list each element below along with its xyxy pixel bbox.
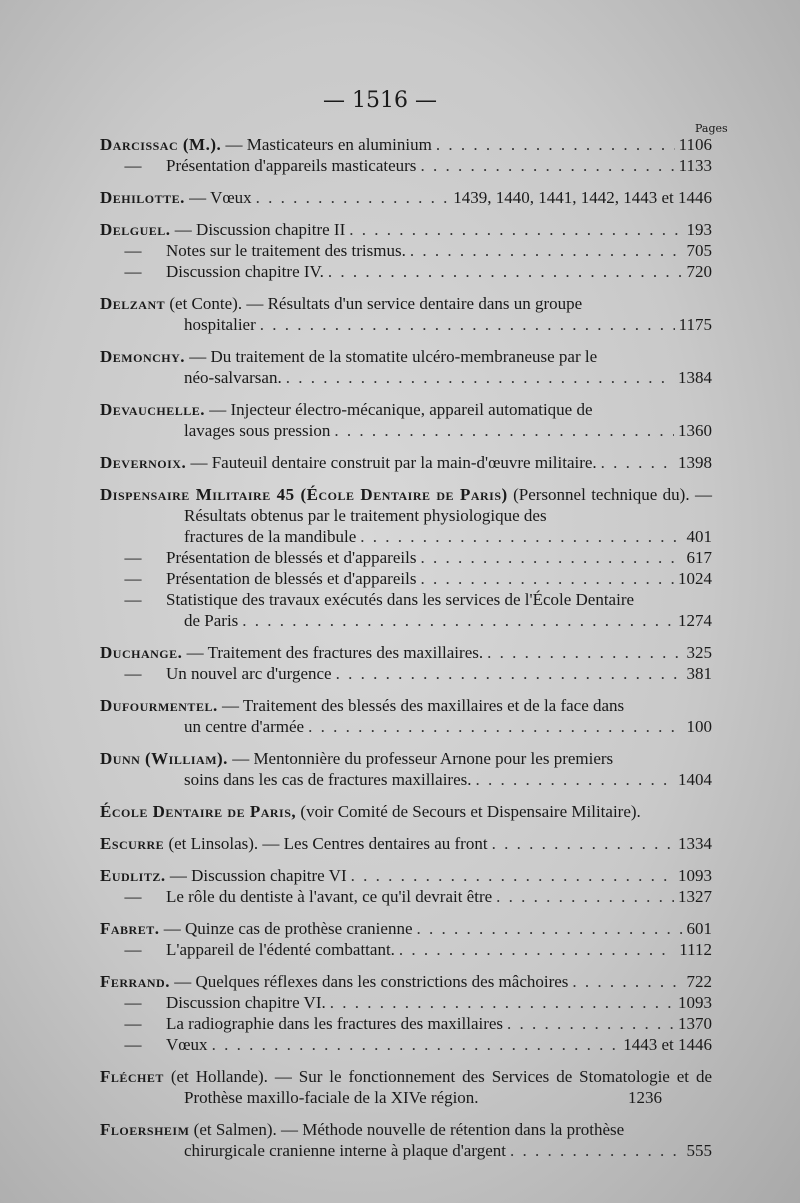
dot-leader xyxy=(420,155,674,176)
entry-line xyxy=(100,420,712,441)
ditto-dash: — xyxy=(124,262,142,281)
ditto-dash: — xyxy=(124,156,142,175)
page-ref: 401 xyxy=(686,527,712,546)
entry-title: Notes sur le traitement des trismus. xyxy=(166,241,406,260)
entry-title: Le rôle du dentiste à l'avant, ce qu'il devrait être xyxy=(166,887,493,906)
entry-line xyxy=(100,1013,712,1034)
ditto-dash: — xyxy=(124,993,142,1012)
entry-title-continued: un centre d'armée xyxy=(184,717,305,736)
author-name: Demonchy. xyxy=(100,347,186,366)
index-entry xyxy=(100,865,712,907)
entry-line xyxy=(100,134,712,155)
index-entry xyxy=(100,187,712,208)
page-ref: 1384 xyxy=(678,368,712,387)
index-entry xyxy=(100,219,712,282)
entry-line xyxy=(100,1140,712,1161)
entry-title: (et Salmen). — Méthode nouvelle de rétention dans la prothèse xyxy=(193,1120,625,1139)
page-ref: 325 xyxy=(686,643,712,662)
author-name: Duchange. xyxy=(100,643,183,662)
entry-line xyxy=(100,219,712,240)
dot-leader xyxy=(601,452,674,473)
dot-leader xyxy=(334,420,674,441)
dot-leader xyxy=(416,918,682,939)
entry-title: Discussion chapitre IV. xyxy=(166,262,324,281)
dot-leader xyxy=(420,547,682,568)
page-ref: 193 xyxy=(686,220,712,239)
author-name: Floersheim xyxy=(100,1120,190,1139)
index-entry xyxy=(100,642,712,684)
author-name: Delzant xyxy=(100,294,166,313)
entry-title: Vœux xyxy=(166,1035,208,1054)
ditto-dash: — xyxy=(124,548,142,567)
ditto-dash: — xyxy=(124,664,142,683)
entry-title: — Vœux xyxy=(189,188,252,207)
entry-paragraph xyxy=(100,293,712,314)
entry-title-continued: chirurgicale cranienne interne à plaque d'argent xyxy=(184,1141,506,1160)
page-ref: 1024 xyxy=(678,569,712,588)
dot-leader xyxy=(420,568,674,589)
entry-line xyxy=(100,918,712,939)
index-entry xyxy=(100,695,712,737)
entry-title: — Mentonnière du professeur Arnone pour les premiers xyxy=(232,749,614,768)
entry-paragraph: Fléchet (et Hollande). — Sur le fonctionnement des Services de Stomatologie et de Prothèse maxillo-faciale de la XIVe région. 1236 xyxy=(100,1067,713,1107)
entry-line xyxy=(100,833,712,854)
page-ref: 1112 xyxy=(679,940,712,959)
page-number: — 1516 — xyxy=(323,88,437,113)
entry-line xyxy=(100,992,712,1013)
index-entry xyxy=(100,748,712,790)
entry-title: — Quinze cas de prothèse cranienne xyxy=(163,919,413,938)
dot-leader xyxy=(487,642,682,663)
entry-line xyxy=(100,886,712,907)
ditto-dash: — xyxy=(124,940,142,959)
author-name: Dufourmentel. xyxy=(100,696,218,715)
ditto-dash: — xyxy=(124,1014,142,1033)
entry-title-continued: néo-salvarsan. xyxy=(184,368,282,387)
entry-line xyxy=(100,367,712,388)
entry-paragraph xyxy=(100,695,712,716)
page-ref: 1106 xyxy=(678,135,712,154)
author-name: Devernoix. xyxy=(100,453,187,472)
page-ref: 617 xyxy=(686,548,712,567)
dot-leader xyxy=(410,240,683,261)
pages-column-label: Pages xyxy=(695,122,728,135)
entry-title-continued: de Paris xyxy=(184,611,239,630)
author-name: École Dentaire de Paris, xyxy=(100,802,297,821)
entry-line xyxy=(100,314,712,335)
entry-title: — Discussion chapitre II xyxy=(174,220,346,239)
entry-line xyxy=(100,547,712,568)
dot-leader xyxy=(330,992,674,1013)
entry-line xyxy=(100,568,712,589)
entry-paragraph xyxy=(100,346,712,367)
dot-leader xyxy=(572,971,682,992)
page-ref: 601 xyxy=(686,919,712,938)
page-ref: 720 xyxy=(686,262,712,281)
index-entry xyxy=(100,801,712,822)
author-name: Escurre xyxy=(100,834,165,853)
author-name: Darcissac (M.). xyxy=(100,135,222,154)
dot-leader xyxy=(436,134,675,155)
page-ref: 100 xyxy=(686,717,712,736)
dot-leader xyxy=(256,187,450,208)
entry-line xyxy=(100,261,712,282)
entry-title: — Traitement des fractures des maxillaires. xyxy=(186,643,484,662)
index-entry xyxy=(100,134,712,176)
entry-line xyxy=(100,642,712,663)
entry-title: Discussion chapitre VI. xyxy=(166,993,326,1012)
entry-title: — Masticateurs en aluminium xyxy=(225,135,432,154)
index-entry xyxy=(100,452,712,473)
entry-line xyxy=(100,1034,712,1055)
index-entry xyxy=(100,484,712,631)
index-entry xyxy=(100,833,712,854)
entry-title: Présentation de blessés et d'appareils xyxy=(166,569,417,588)
dot-leader xyxy=(328,261,683,282)
ditto-dash: — xyxy=(124,1035,142,1054)
author-name: Dehilotte. xyxy=(100,188,185,207)
entry-title: (voir Comité de Secours et Dispensaire Militaire). xyxy=(300,802,641,821)
entry-title: Un nouvel arc d'urgence xyxy=(166,664,332,683)
ditto-dash: — xyxy=(124,590,142,609)
entry-paragraph xyxy=(100,484,712,526)
entry-line xyxy=(100,939,712,960)
page-ref: 1133 xyxy=(678,156,712,175)
entry-line xyxy=(100,155,712,176)
entry-line xyxy=(100,526,712,547)
dot-leader xyxy=(399,939,675,960)
entry-title: (et Conte). — Résultats d'un service dentaire dans un groupe xyxy=(169,294,583,313)
page-ref: 1404 xyxy=(678,770,712,789)
index-entry xyxy=(100,1119,712,1161)
dot-leader xyxy=(492,833,674,854)
page-ref: 1093 xyxy=(678,993,712,1012)
ditto-dash: — xyxy=(124,569,142,588)
entry-paragraph xyxy=(100,1119,712,1140)
entry-title-continued: hospitalier xyxy=(184,315,256,334)
page-ref: 722 xyxy=(686,972,712,991)
entry-title: Présentation d'appareils masticateurs xyxy=(166,156,417,175)
entry-title: (et Hollande). — Sur le fonctionnement des Services de Stomatologie et de Prothèse maxillo-faciale de la XIVe région. xyxy=(170,1067,713,1107)
entry-line xyxy=(100,663,712,684)
dot-leader xyxy=(308,716,682,737)
entry-title-continued: soins dans les cas de fractures maxillaires. xyxy=(184,770,472,789)
dot-leader xyxy=(351,865,674,886)
dot-leader xyxy=(260,314,675,335)
ditto-dash: — xyxy=(124,241,142,260)
index-entry xyxy=(100,346,712,388)
page-ref: 1360 xyxy=(678,421,712,440)
entry-title: (et Linsolas). — Les Centres dentaires au front xyxy=(168,834,488,853)
author-name: Fabret. xyxy=(100,919,160,938)
entry-title-continued: lavages sous pression xyxy=(184,421,331,440)
entry-title: L'appareil de l'édenté combattant. xyxy=(166,940,395,959)
author-name: Eudlitz. xyxy=(100,866,166,885)
entry-title: La radiographie dans les fractures des maxillaires xyxy=(166,1014,504,1033)
dot-leader xyxy=(476,769,675,790)
index-entry xyxy=(100,918,712,960)
entry-line xyxy=(100,452,712,473)
page-ref: 1274 xyxy=(678,611,712,630)
page-ref: 1334 xyxy=(678,834,712,853)
entry-title: Statistique des travaux exécutés dans les services de l'École Dentaire xyxy=(166,590,635,609)
entry-title: (Personnel technique du). — Résultats obtenus par le traitement physiologique des xyxy=(184,485,712,525)
page-ref: 555 xyxy=(686,1141,712,1160)
dot-leader xyxy=(496,886,674,907)
page-ref: 705 xyxy=(686,241,712,260)
page-ref: 1175 xyxy=(678,315,712,334)
entry-title: — Traitement des blessés des maxillaires et de la face dans xyxy=(221,696,625,715)
author-name: Ferrand. xyxy=(100,972,170,991)
entry-line xyxy=(100,187,712,208)
author-name: Delguel. xyxy=(100,220,171,239)
entry-line xyxy=(100,610,712,631)
entry-title: — Du traitement de la stomatite ulcéro-membraneuse par le xyxy=(189,347,598,366)
dot-leader xyxy=(360,526,682,547)
page-ref: 1398 xyxy=(678,453,712,472)
entry-title-continued: fractures de la mandibule xyxy=(184,527,357,546)
dot-leader xyxy=(286,367,674,388)
author-name: Dispensaire Militaire 45 (École Dentaire de Paris) xyxy=(100,485,508,504)
index-entries xyxy=(100,134,712,1172)
page-ref: 1327 xyxy=(678,887,712,906)
entry-title: — Injecteur électro-mécanique, appareil automatique de xyxy=(209,400,593,419)
entry-title: — Fauteuil dentaire construit par la main-d'œuvre militaire. xyxy=(190,453,597,472)
page-ref: 1093 xyxy=(678,866,712,885)
index-entry xyxy=(100,971,712,1055)
dot-leader xyxy=(507,1013,674,1034)
ditto-dash: — xyxy=(124,887,142,906)
entry-line xyxy=(100,865,712,886)
entry-title: — Quelques réflexes dans les constrictions des mâchoires xyxy=(174,972,569,991)
page-ref: 1439, 1440, 1441, 1442, 1443 et 1446 xyxy=(453,188,712,207)
index-entry xyxy=(100,1066,712,1108)
dot-leader xyxy=(349,219,682,240)
dot-leader xyxy=(510,1140,683,1161)
dot-leader xyxy=(242,610,674,631)
entry-paragraph xyxy=(100,748,712,769)
entry-line xyxy=(100,589,712,610)
author-name: Fléchet xyxy=(100,1067,164,1086)
entry-line xyxy=(100,801,712,822)
author-name: Dunn (William). xyxy=(100,749,228,768)
dot-leader xyxy=(336,663,683,684)
entry-title: Présentation de blessés et d'appareils xyxy=(166,548,417,567)
entry-paragraph xyxy=(100,399,712,420)
page-ref: 381 xyxy=(686,664,712,683)
entry-title: — Discussion chapitre VI xyxy=(169,866,347,885)
page-ref: 1443 et 1446 xyxy=(623,1035,712,1054)
entry-line xyxy=(100,769,712,790)
index-entry xyxy=(100,399,712,441)
page-ref: 1370 xyxy=(678,1014,712,1033)
entry-line xyxy=(100,240,712,261)
dot-leader xyxy=(212,1034,620,1055)
index-entry xyxy=(100,293,712,335)
entry-line xyxy=(100,716,712,737)
entry-line xyxy=(100,971,712,992)
author-name: Devauchelle. xyxy=(100,400,205,419)
